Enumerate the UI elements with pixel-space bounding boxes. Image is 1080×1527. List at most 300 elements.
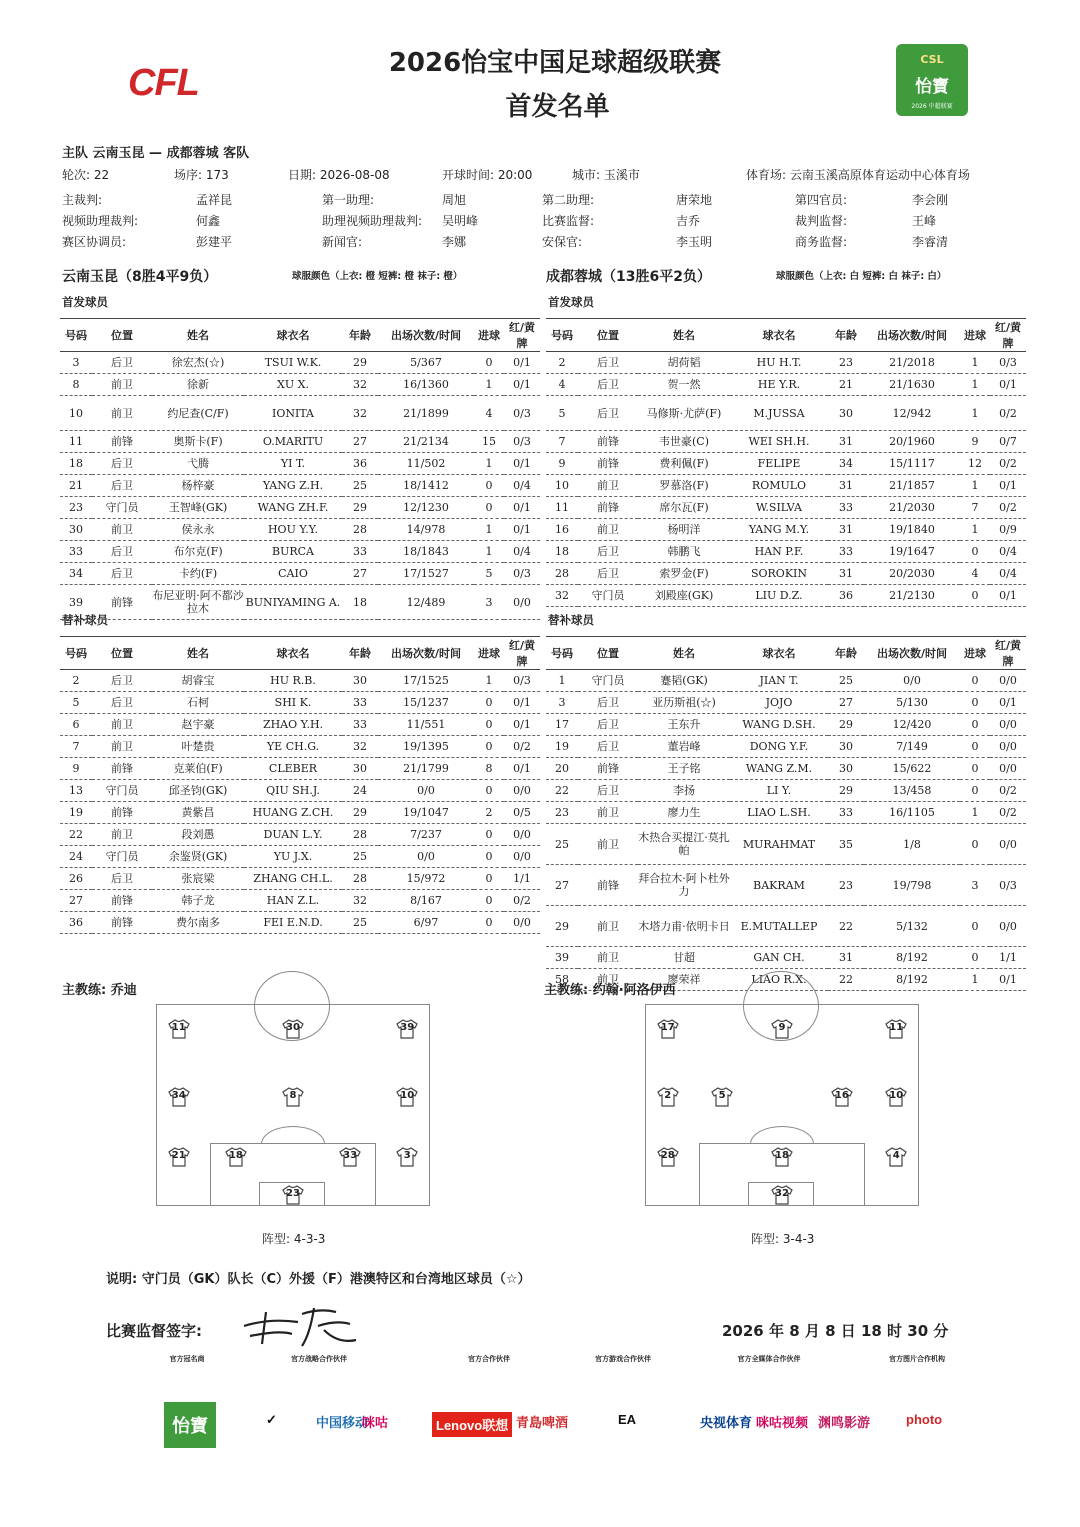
- table-cell: 27: [828, 692, 864, 714]
- official-name: 李睿清: [912, 235, 949, 249]
- table-cell: 0/0: [990, 670, 1026, 692]
- table-cell: 12: [960, 453, 990, 475]
- table-cell: 0: [960, 947, 990, 969]
- table-cell: 0: [474, 868, 504, 890]
- table-cell: 0/0: [990, 824, 1026, 865]
- table-cell: 0: [960, 906, 990, 947]
- official-role: 安保官:: [542, 235, 583, 249]
- table-cell: 0: [960, 585, 990, 607]
- table-cell: 后卫: [92, 670, 152, 692]
- table-row: [60, 736, 540, 758]
- table-cell: 后卫: [578, 714, 638, 736]
- table-cell: 0: [474, 352, 504, 374]
- table-cell: 1: [960, 475, 990, 497]
- table-cell: 0/4: [990, 563, 1026, 585]
- player-shirt-icon: [168, 1147, 190, 1167]
- table-cell: 4: [960, 563, 990, 585]
- column-header: 号码: [546, 319, 578, 352]
- table-cell: 4: [546, 374, 578, 396]
- table-cell: HOU Y.Y.: [244, 519, 342, 541]
- match-teams: 主队 云南玉昆 — 成都蓉城 客队: [62, 146, 250, 161]
- table-cell: 21/1630: [864, 374, 960, 396]
- official-name: 吴明峰: [442, 214, 479, 228]
- table-row: [546, 497, 1026, 519]
- table-cell: 26: [60, 868, 92, 890]
- table-cell: 0/2: [504, 890, 540, 912]
- table-cell: 30: [342, 758, 378, 780]
- table-cell: 1: [960, 374, 990, 396]
- table-cell: 亚历斯祖(☆): [638, 692, 730, 714]
- table-cell: 0/4: [504, 541, 540, 563]
- table-row: [60, 585, 540, 620]
- table-cell: LI Y.: [730, 780, 828, 802]
- table-row: [60, 692, 540, 714]
- table-cell: WANG D.SH.: [730, 714, 828, 736]
- table-cell: 6: [60, 714, 92, 736]
- table-cell: 18: [60, 453, 92, 475]
- sponsor-logo: photo: [906, 1412, 943, 1427]
- table-cell: 0: [474, 475, 504, 497]
- table-cell: 0/1: [504, 453, 540, 475]
- table-cell: 11: [546, 497, 578, 519]
- table-cell: 16/1105: [864, 802, 960, 824]
- table-cell: 王子铭: [638, 758, 730, 780]
- column-header: 红/黄牌: [990, 637, 1026, 670]
- table-cell: 前锋: [578, 497, 638, 519]
- sponsor-logo: ✓: [266, 1412, 277, 1427]
- shirt-number: 9: [778, 1022, 786, 1033]
- sponsor-logo: 咪咕视频: [756, 1415, 809, 1430]
- table-cell: 约尼查(C/F): [152, 396, 244, 431]
- table-row: [546, 758, 1026, 780]
- table-cell: 费利佩(F): [638, 453, 730, 475]
- table-cell: 0/0: [504, 780, 540, 802]
- table-row: [60, 890, 540, 912]
- table-cell: ZHANG CH.L.: [244, 868, 342, 890]
- table-row: [546, 352, 1026, 374]
- table-row: [546, 475, 1026, 497]
- table-cell: 28: [546, 563, 578, 585]
- table-cell: 罗慕洛(F): [638, 475, 730, 497]
- shirt-number: 18: [228, 1150, 243, 1161]
- table-cell: 李扬: [638, 780, 730, 802]
- partner-category-label: 官方游戏合作伙伴: [595, 1355, 651, 1363]
- table-cell: 0/2: [990, 396, 1026, 431]
- table-row: [60, 912, 540, 934]
- table-cell: 33: [828, 802, 864, 824]
- table-cell: 7: [960, 497, 990, 519]
- table-row: [60, 846, 540, 868]
- table-row: [546, 541, 1026, 563]
- official-role: 赛区协调员:: [62, 235, 127, 249]
- official-name: 李娜: [442, 235, 467, 249]
- table-cell: 0: [960, 692, 990, 714]
- table-cell: M.JUSSA: [730, 396, 828, 431]
- table-cell: 21/2030: [864, 497, 960, 519]
- home-subs-table: [60, 636, 540, 934]
- table-cell: 0/1: [504, 497, 540, 519]
- table-cell: 前卫: [92, 736, 152, 758]
- table-cell: 0/3: [990, 865, 1026, 906]
- table-cell: DONG Y.F.: [730, 736, 828, 758]
- table-row: [546, 780, 1026, 802]
- official-role: 第四官员:: [795, 193, 848, 207]
- table-cell: 后卫: [578, 736, 638, 758]
- home-formation-pitch: [156, 1004, 430, 1206]
- table-cell: 25: [546, 824, 578, 865]
- table-cell: 2: [546, 352, 578, 374]
- player-shirt-icon: [771, 1147, 793, 1167]
- column-header: 进球: [960, 637, 990, 670]
- table-cell: 守门员: [578, 585, 638, 607]
- table-cell: 21/2018: [864, 352, 960, 374]
- table-cell: DUAN L.Y.: [244, 824, 342, 846]
- table-cell: 36: [828, 585, 864, 607]
- table-cell: 32: [342, 396, 378, 431]
- table-cell: HU R.B.: [244, 670, 342, 692]
- table-cell: 30: [828, 396, 864, 431]
- table-cell: 13: [60, 780, 92, 802]
- table-cell: 18: [342, 585, 378, 620]
- table-cell: 木塔力甫·依明卡日: [638, 906, 730, 947]
- table-cell: 前卫: [92, 824, 152, 846]
- csl-badge-top: CSL: [920, 53, 944, 66]
- sponsor-logo: Lenovo联想: [432, 1412, 512, 1437]
- shirt-number: 3: [403, 1150, 411, 1161]
- table-cell: 8: [60, 374, 92, 396]
- column-header: 红/黄牌: [504, 319, 540, 352]
- table-cell: 6/97: [378, 912, 474, 934]
- table-cell: 31: [828, 947, 864, 969]
- table-cell: LIU D.Z.: [730, 585, 828, 607]
- table-cell: 5/130: [864, 692, 960, 714]
- table-row: [60, 352, 540, 374]
- table-cell: 33: [342, 714, 378, 736]
- table-cell: 27: [342, 563, 378, 585]
- table-row: [60, 541, 540, 563]
- table-row: [60, 802, 540, 824]
- shirt-number: 21: [171, 1150, 186, 1161]
- table-cell: 31: [828, 431, 864, 453]
- column-header: 年龄: [342, 319, 378, 352]
- table-cell: 10: [60, 396, 92, 431]
- table-cell: 1: [474, 670, 504, 692]
- table-cell: 16: [546, 519, 578, 541]
- table-cell: 0: [474, 692, 504, 714]
- player-shirt-icon: [771, 1185, 793, 1205]
- player-shirt-icon: [657, 1147, 679, 1167]
- table-cell: 前卫: [92, 374, 152, 396]
- table-row: [546, 374, 1026, 396]
- sponsor-logo: EA: [618, 1412, 637, 1427]
- table-cell: 余鉴贤(GK): [152, 846, 244, 868]
- table-cell: 13/458: [864, 780, 960, 802]
- table-cell: 0: [474, 736, 504, 758]
- table-cell: 后卫: [92, 453, 152, 475]
- player-shirt-icon: [885, 1087, 907, 1107]
- table-cell: 19/1047: [378, 802, 474, 824]
- table-cell: 0: [960, 541, 990, 563]
- shirt-number: 11: [171, 1022, 186, 1033]
- table-cell: 索罗金(F): [638, 563, 730, 585]
- table-row: [60, 868, 540, 890]
- table-cell: 22: [828, 906, 864, 947]
- table-cell: 3: [474, 585, 504, 620]
- shirt-number: 10: [400, 1090, 415, 1101]
- table-cell: YANG Z.H.: [244, 475, 342, 497]
- player-shirt-icon: [657, 1019, 679, 1039]
- table-cell: 21/1899: [378, 396, 474, 431]
- table-cell: 后卫: [92, 868, 152, 890]
- column-header: 出场次数/时间: [378, 637, 474, 670]
- table-cell: 36: [342, 453, 378, 475]
- table-cell: 1: [960, 352, 990, 374]
- table-cell: 15/1237: [378, 692, 474, 714]
- table-cell: 后卫: [578, 780, 638, 802]
- column-header: 球衣名: [244, 319, 342, 352]
- official-role: 裁判监督:: [795, 214, 848, 228]
- table-cell: 25: [342, 912, 378, 934]
- table-row: [60, 563, 540, 585]
- table-row: [60, 431, 540, 453]
- table-cell: W.SILVA: [730, 497, 828, 519]
- table-cell: 23: [60, 497, 92, 519]
- table-cell: 1: [474, 541, 504, 563]
- table-cell: 0/1: [990, 475, 1026, 497]
- table-cell: 18/1412: [378, 475, 474, 497]
- official-name: 彭建平: [196, 235, 233, 249]
- column-header: 红/黄牌: [504, 637, 540, 670]
- column-header: 姓名: [152, 637, 244, 670]
- table-cell: 29: [342, 497, 378, 519]
- table-cell: 布尔克(F): [152, 541, 244, 563]
- player-shirt-icon: [657, 1087, 679, 1107]
- table-cell: 前卫: [578, 969, 638, 991]
- column-header: 进球: [474, 319, 504, 352]
- player-shirt-icon: [396, 1087, 418, 1107]
- table-cell: 21: [60, 475, 92, 497]
- table-cell: E.MUTALLEP: [730, 906, 828, 947]
- table-cell: 15/972: [378, 868, 474, 890]
- table-cell: 1/8: [864, 824, 960, 865]
- table-cell: 0/3: [504, 431, 540, 453]
- table-cell: HAN Z.L.: [244, 890, 342, 912]
- table-cell: 0: [474, 714, 504, 736]
- table-cell: SHI K.: [244, 692, 342, 714]
- table-cell: 0/1: [504, 692, 540, 714]
- table-cell: 0: [960, 780, 990, 802]
- official-name: 李会刚: [912, 193, 949, 207]
- table-row: [60, 453, 540, 475]
- city: 城市: 玉溪市: [572, 168, 640, 182]
- table-row: [546, 736, 1026, 758]
- table-row: [546, 519, 1026, 541]
- table-cell: 前锋: [92, 912, 152, 934]
- table-cell: 甘超: [638, 947, 730, 969]
- player-shirt-icon: [831, 1087, 853, 1107]
- table-cell: 前锋: [92, 890, 152, 912]
- table-cell: 费尔南多: [152, 912, 244, 934]
- official-name: 何鑫: [196, 214, 221, 228]
- table-cell: XU X.: [244, 374, 342, 396]
- table-cell: YE CH.G.: [244, 736, 342, 758]
- home-subs-label: 替补球员: [62, 613, 108, 627]
- table-cell: 31: [828, 475, 864, 497]
- table-cell: 21/2134: [378, 431, 474, 453]
- sponsor-logo: 中国移动: [316, 1415, 369, 1430]
- table-row: [546, 453, 1026, 475]
- table-cell: 韦世豪(C): [638, 431, 730, 453]
- table-cell: 0/3: [504, 396, 540, 431]
- shirt-number: 34: [171, 1090, 186, 1101]
- table-cell: WEI SH.H.: [730, 431, 828, 453]
- table-cell: 3: [60, 352, 92, 374]
- table-cell: 0/3: [504, 670, 540, 692]
- table-cell: BURCA: [244, 541, 342, 563]
- table-cell: 9: [960, 431, 990, 453]
- official-role: 比赛监督:: [542, 214, 595, 228]
- column-header: 位置: [92, 319, 152, 352]
- table-cell: 0/2: [990, 802, 1026, 824]
- table-cell: 8/167: [378, 890, 474, 912]
- table-cell: 5/367: [378, 352, 474, 374]
- shirt-number: 23: [286, 1188, 300, 1199]
- table-cell: 后卫: [92, 692, 152, 714]
- away-subs-table: [546, 636, 1026, 991]
- home-team-name: 云南玉昆（8胜4平9负）: [62, 269, 218, 285]
- shirt-number: 2: [664, 1090, 672, 1101]
- shirt-number: 4: [892, 1150, 900, 1161]
- table-cell: 17/1527: [378, 563, 474, 585]
- table-cell: 0/9: [990, 519, 1026, 541]
- table-cell: 7: [60, 736, 92, 758]
- column-header: 球衣名: [730, 319, 828, 352]
- table-cell: 11/502: [378, 453, 474, 475]
- table-cell: 28: [342, 519, 378, 541]
- table-cell: 0/0: [504, 824, 540, 846]
- table-cell: 守门员: [92, 497, 152, 519]
- table-cell: 20: [546, 758, 578, 780]
- table-cell: 前卫: [578, 906, 638, 947]
- table-cell: 前卫: [92, 519, 152, 541]
- sponsor-logo: 咪咕: [362, 1415, 389, 1430]
- table-cell: 8/192: [864, 947, 960, 969]
- table-cell: 16/1360: [378, 374, 474, 396]
- table-cell: 1: [960, 396, 990, 431]
- sponsor-logo: 央视体育: [700, 1415, 753, 1430]
- table-cell: 前卫: [578, 519, 638, 541]
- column-header: 号码: [546, 637, 578, 670]
- table-cell: 17/1525: [378, 670, 474, 692]
- table-cell: 前锋: [578, 758, 638, 780]
- table-row: [60, 670, 540, 692]
- csl-badge-brand: 怡寶: [915, 77, 949, 97]
- table-cell: 36: [60, 912, 92, 934]
- table-cell: 18/1843: [378, 541, 474, 563]
- table-cell: 33: [342, 541, 378, 563]
- table-cell: 克莱伯(F): [152, 758, 244, 780]
- table-cell: 23: [828, 865, 864, 906]
- table-cell: 30: [828, 758, 864, 780]
- table-cell: 22: [60, 824, 92, 846]
- table-cell: FEI E.N.D.: [244, 912, 342, 934]
- column-header: 号码: [60, 319, 92, 352]
- table-cell: 前锋: [578, 431, 638, 453]
- table-cell: 0: [960, 736, 990, 758]
- table-cell: 9: [60, 758, 92, 780]
- table-cell: QIU SH.J.: [244, 780, 342, 802]
- table-cell: 19/798: [864, 865, 960, 906]
- shirt-number: 8: [289, 1090, 297, 1101]
- table-cell: 33: [342, 692, 378, 714]
- table-cell: 29: [342, 352, 378, 374]
- player-shirt-icon: [339, 1147, 361, 1167]
- table-cell: O.MARITU: [244, 431, 342, 453]
- table-cell: 3: [546, 692, 578, 714]
- table-cell: 32: [546, 585, 578, 607]
- shirt-number: 17: [660, 1022, 675, 1033]
- table-cell: IONITA: [244, 396, 342, 431]
- table-cell: 侯永永: [152, 519, 244, 541]
- table-cell: 3: [960, 865, 990, 906]
- table-cell: 贺一然: [638, 374, 730, 396]
- column-header: 球衣名: [244, 637, 342, 670]
- table-cell: HUANG Z.CH.: [244, 802, 342, 824]
- table-cell: 前锋: [92, 802, 152, 824]
- table-row: [60, 758, 540, 780]
- table-cell: 0: [474, 497, 504, 519]
- table-cell: 24: [60, 846, 92, 868]
- table-cell: 0: [474, 780, 504, 802]
- table-cell: 5: [474, 563, 504, 585]
- sponsor-logo: 怡寶: [164, 1402, 216, 1448]
- table-row: [546, 947, 1026, 969]
- match-number: 场序: 173: [174, 168, 229, 182]
- column-header: 出场次数/时间: [378, 319, 474, 352]
- shirt-number: 33: [343, 1150, 358, 1161]
- table-cell: 0/3: [990, 352, 1026, 374]
- player-shirt-icon: [396, 1019, 418, 1039]
- home-starters-label: 首发球员: [62, 295, 108, 309]
- table-cell: 22: [828, 969, 864, 991]
- table-cell: 席尔瓦(F): [638, 497, 730, 519]
- table-cell: 1/1: [990, 947, 1026, 969]
- table-cell: 王智峰(GK): [152, 497, 244, 519]
- table-cell: 0/0: [378, 846, 474, 868]
- table-cell: 守门员: [578, 670, 638, 692]
- official-name: 孟祥昆: [196, 193, 233, 207]
- player-shirt-icon: [168, 1087, 190, 1107]
- table-cell: 0: [474, 846, 504, 868]
- table-cell: 前锋: [92, 758, 152, 780]
- table-cell: ZHAO Y.H.: [244, 714, 342, 736]
- table-row: [546, 865, 1026, 906]
- signature: [240, 1304, 360, 1356]
- table-cell: 4: [474, 396, 504, 431]
- table-cell: 后卫: [578, 541, 638, 563]
- table-cell: 0/3: [504, 563, 540, 585]
- table-cell: CLEBER: [244, 758, 342, 780]
- table-cell: 7/237: [378, 824, 474, 846]
- table-cell: 35: [828, 824, 864, 865]
- away-subs-label: 替补球员: [548, 613, 594, 627]
- player-shirt-icon: [885, 1147, 907, 1167]
- table-cell: 后卫: [578, 396, 638, 431]
- home-coach: 主教练: 乔迪: [62, 983, 137, 998]
- table-cell: 15: [474, 431, 504, 453]
- table-cell: 17: [546, 714, 578, 736]
- table-cell: 前卫: [578, 475, 638, 497]
